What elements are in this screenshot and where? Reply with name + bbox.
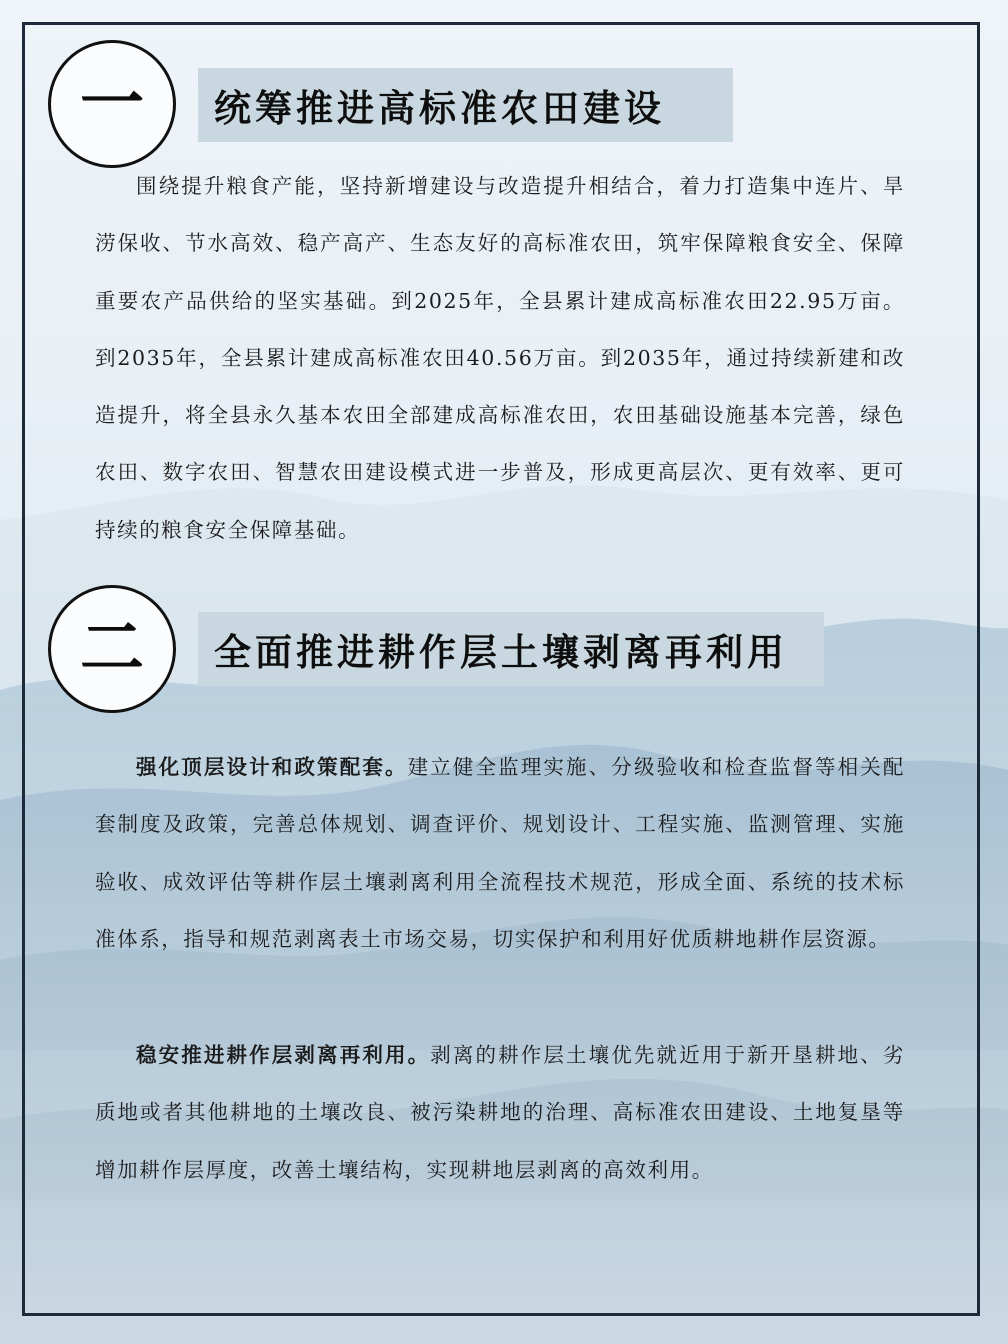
section-2-paragraph-1	[95, 739, 905, 968]
section-1-numeral: 一	[48, 40, 176, 168]
section-1-paragraph	[95, 158, 905, 559]
section-2-title: 全面推进耕作层土壤剥离再利用	[198, 612, 824, 686]
section-2-paragraph-1-lead: 强化顶层设计和政策配套。	[136, 755, 408, 779]
section-1-title: 统筹推进高标准农田建设	[198, 68, 733, 142]
section-2-paragraph-2-text: 剥离的耕作层土壤优先就近用于新开垦耕地、劣质地或者其他耕地的土壤改良、被污染耕地的治理、高标准农田建设、土地复垦等增加耕作层厚度，改善土壤结构，实现耕地层剥离的高效利用。	[95, 1043, 905, 1182]
section-2-paragraph-2	[95, 1027, 905, 1199]
section-1-paragraph-text: 围绕提升粮食产能，坚持新增建设与改造提升相结合，着力打造集中连片、旱涝保收、节水高效、稳产高产、生态友好的高标准农田，筑牢保障粮食安全、保障重要农产品供给的坚实基础。到2025年，全县累计建成高标准农田22.95万亩。到2035年，全县累计建成高标准农田40.56万亩。到2035年，通过持续新建和改造提升，将全县永久基本农田全部建成高标准农田，农田基础设施基本完善，绿色农田、数字农田、智慧农田建设模式进一步普及，形成更高层次、更有效率、更可持续的粮食安全保障基础。	[95, 174, 905, 542]
section-2-numeral: 二	[48, 585, 176, 713]
section-2-paragraph-2-lead: 稳安推进耕作层剥离再利用。	[136, 1043, 431, 1067]
section-2-paragraph-1-text: 建立健全监理实施、分级验收和检查监督等相关配套制度及政策，完善总体规划、调查评价、规划设计、工程实施、监测管理、实施验收、成效评估等耕作层土壤剥离利用全流程技术规范，形成全面、系统的技术标准体系，指导和规范剥离表土市场交易，切实保护和利用好优质耕地耕作层资源。	[95, 755, 906, 951]
